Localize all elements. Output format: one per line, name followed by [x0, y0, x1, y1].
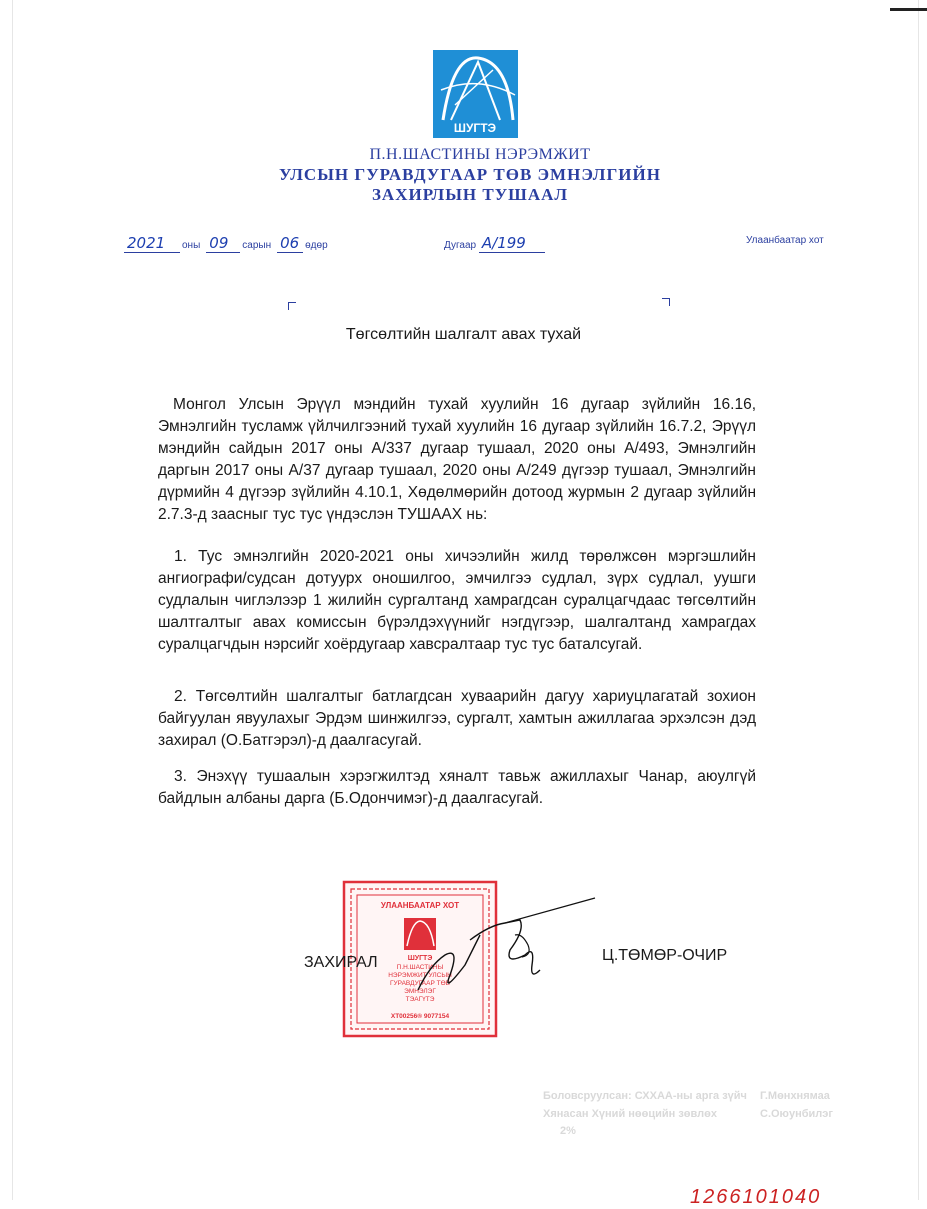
number-label: Дугаар: [444, 240, 477, 251]
scan-edge-left: [12, 0, 13, 1200]
stamp-line-3: ГУРАВДУГААР ТӨВ: [390, 980, 450, 987]
header-line3: ЗАХИРЛЫН ТУШААЛ: [371, 185, 569, 204]
order-item-2: 2. Төгсөлтийн шалгалтыг батлагдсан хуваарийн дагуу хариуцлагатай зохион байгуулан явуулахыг Эрдэм шинжилгээ, сургалт, хамтын ажиллагаа эрхэлсэн дэд захирал (О.Батгэрэл)-д даалгасугай.: [158, 688, 756, 749]
handwritten-signature: [407, 895, 600, 1005]
stamp-top-text: УЛААНБААТАР ХОТ: [380, 901, 460, 910]
order-item-1: 1. Тус эмнэлгийн 2020-2021 оны хичээлийн жилд төрөлжсөн мэргэшлийн ангиографи/судсан дотуурх оношилгоо, эмчилгээ судлал, зүрх судлал, уушги судлалын чиглэлээр 1 жилийн сургалтанд хамрагдсан суралцагчдаас төгсөлтийн шалтгалтыг авах комиссын бүрэлдэхүүнийг нэгдүгээр, шалгалтанд хамрагдах суралцагчдын нэрсийг хоёрдугаар хавсралтаар тус тус баталсугай.: [158, 548, 756, 653]
document-title: Төгсөлтийн шалгалт авах тухай: [345, 326, 582, 343]
bleed-line-3: 2%: [560, 1125, 576, 1137]
date-year: 2021: [124, 234, 180, 253]
hospital-logo: [433, 50, 518, 138]
bleed-name-1: Г.Мөнхнямаа: [760, 1090, 830, 1102]
day-label: өдөр: [305, 240, 328, 251]
header-line1: П.Н.ШАСТИНЫ НЭРЭМЖИТ: [369, 146, 591, 163]
stamp-logo-text: ШУГТЭ: [407, 955, 433, 962]
footer-serial-number: 1266101040: [690, 1186, 822, 1208]
stamp-line-4: ЭМНЭЛЭГ: [404, 988, 436, 995]
order-date: [124, 234, 334, 253]
intro-paragraph: Монгол Улсын Эрүүл мэндийн тухай хуулийн 16 дугаар зүйлийн 16.16, Эмнэлгийн тусламж үйлчилгээний тухай хуулийн 16 дугаар зүйлийн 16.7.2, Эрүүл мэндийн сайдын 2017 оны А/337 дугаар тушаал, 2020 оны А/493, Эмнэлгийн даргын 2017 оны А/37 дугаар тушаал, 2020 оны А/249 дүгээр тушаал, Эмнэлгийн дүрмийн 4 дүгээр зүйлийн 4.10.1, Хөдөлмөрийн дотоод журмын 2 дугаар зүйлийн 2.7.3-д заасныг тус тус үндэслэн ТУШААХ нь:: [158, 396, 756, 523]
title-corner-left: [288, 302, 296, 310]
city-label: Улаанбаатар хот: [746, 235, 824, 246]
logo-text: ШУГТЭ: [453, 121, 497, 135]
bleed-line-1: Боловсруулсан: СХХАА-ны арга зүйч: [543, 1090, 747, 1102]
order-item-3: 3. Энэхүү тушаалын хэрэгжилтэд хяналт тавьж ажиллахыг Чанар, аюулгүй байдлын албаны дарга (Б.Одончимэг)-д даалгасугай.: [158, 768, 756, 807]
scan-edge-right: [918, 0, 919, 1200]
stamp-line-1: П.Н.ШАСТИНЫ: [396, 964, 444, 971]
scan-mark: [890, 8, 927, 11]
header-line2: УЛСЫН ГУРАВДУГААР ТӨВ ЭМНЭЛГИЙН: [279, 165, 661, 184]
signatory-name: Ц.ТӨМӨР-ОЧИР: [602, 947, 728, 964]
month-label: сарын: [242, 240, 272, 251]
signatory-title: ЗАХИРАЛ: [304, 954, 378, 971]
bleed-name-2: С.Оюунбилэг: [760, 1108, 833, 1120]
number-value: А/199: [479, 234, 545, 253]
stamp-line-2: НЭРЭМЖИТ УЛСЫН: [388, 972, 452, 979]
date-month: 09: [206, 234, 240, 253]
stamp-code: ХТ00256® 9077154: [390, 1013, 450, 1020]
stamp-line-5: ТЭАГҮТЭ: [405, 996, 435, 1003]
date-day: 06: [277, 234, 303, 253]
order-number: [444, 234, 547, 253]
title-corner-right: [662, 298, 670, 306]
bleed-line-2: Хянасан Хүний нөөцийн зөвлөх: [543, 1108, 717, 1120]
year-label: оны: [182, 240, 201, 251]
